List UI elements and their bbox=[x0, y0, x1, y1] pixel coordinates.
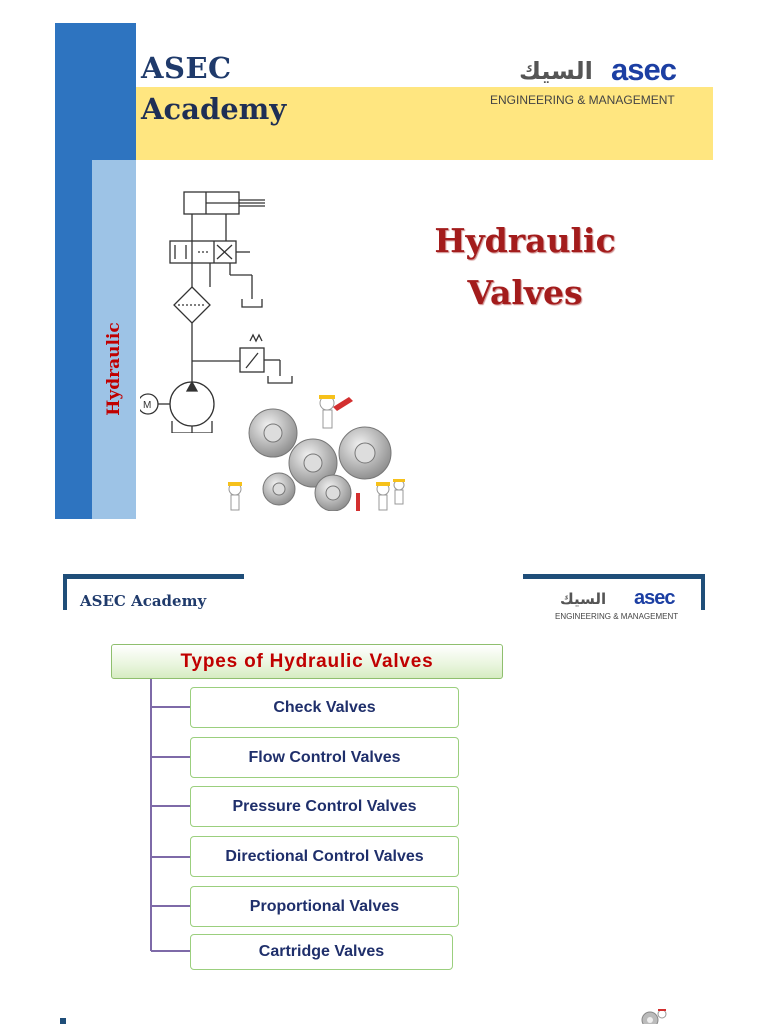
logo-small-english-text: asec bbox=[634, 587, 675, 609]
tree-connector bbox=[151, 950, 190, 952]
gears-workers-illustration bbox=[215, 371, 405, 511]
asec-logo bbox=[485, 52, 715, 111]
tree-connector bbox=[151, 905, 190, 907]
valve-type-directional-control: Directional Control Valves bbox=[190, 836, 459, 877]
motor-label: M bbox=[143, 400, 152, 411]
heading-line2: Valves bbox=[467, 273, 583, 312]
left-header-bar-side bbox=[63, 574, 67, 610]
valve-type-proportional: Proportional Valves bbox=[190, 886, 459, 927]
vertical-category-label-wrap bbox=[89, 319, 139, 419]
gear-left-bottom bbox=[263, 473, 295, 505]
vertical-category-label: Hydraulic bbox=[104, 322, 124, 416]
valve-type-pressure-control: Pressure Control Valves bbox=[190, 786, 459, 827]
heading-line1: Hydraulic bbox=[434, 221, 616, 260]
types-heading: Types of Hydraulic Valves bbox=[111, 644, 503, 679]
gear-large bbox=[249, 409, 297, 457]
right-header-bar bbox=[523, 574, 705, 579]
left-header-bar bbox=[63, 574, 244, 579]
academy-title-line2: Academy bbox=[141, 92, 287, 126]
logo-subtitle: ENGINEERING & MANAGEMENT bbox=[490, 93, 675, 107]
slide1-heading bbox=[415, 215, 635, 319]
asec-logo-small bbox=[548, 588, 698, 624]
logo-english-text: asec bbox=[611, 52, 676, 87]
logo-small-arabic-text: السيك bbox=[560, 590, 607, 608]
slide2-brand: ASEC Academy bbox=[80, 592, 207, 610]
logo-small-subtitle: ENGINEERING & MANAGEMENT bbox=[555, 612, 679, 621]
valve-type-cartridge: Cartridge Valves bbox=[190, 934, 453, 970]
title-slide bbox=[55, 23, 715, 519]
tree-connector bbox=[151, 805, 190, 807]
tree-connector bbox=[151, 756, 190, 758]
bottom-bar-fragment bbox=[60, 1018, 66, 1024]
gear-bottom bbox=[315, 475, 351, 511]
gear-small-icon bbox=[640, 1006, 670, 1024]
tree-connector bbox=[151, 856, 190, 858]
logo-arabic-text: السيك bbox=[519, 57, 593, 85]
tree-connector bbox=[151, 706, 190, 708]
valve-type-check: Check Valves bbox=[190, 687, 459, 728]
valve-type-flow-control: Flow Control Valves bbox=[190, 737, 459, 778]
gear-right bbox=[339, 427, 391, 479]
academy-title-line1: ASEC bbox=[141, 51, 232, 85]
right-header-bar-side bbox=[701, 574, 705, 610]
tree-vertical-line bbox=[150, 679, 152, 951]
